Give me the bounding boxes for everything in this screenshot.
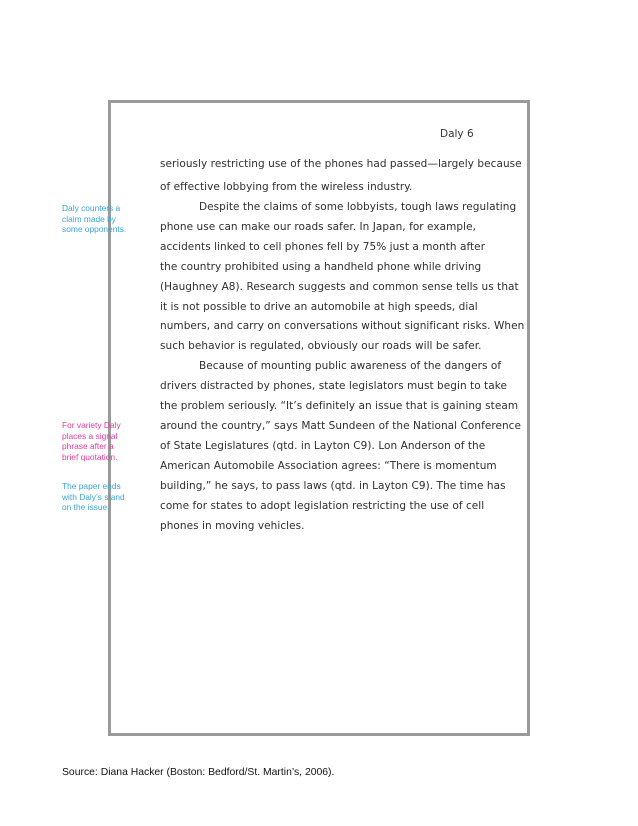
body-line: around the country,” says Matt Sundeen of the National Conference [160, 420, 522, 432]
margin-note-counterclaim: Daly counters a claim made by some opponents. [62, 203, 127, 234]
body-line: of State Legislatures (qtd. in Layton C9). Lon Anderson of the [160, 440, 486, 452]
body-line: of effective lobbying from the wireless industry. [160, 181, 413, 193]
body-line: such behavior is regulated, obviously our roads will be safer. [160, 340, 482, 352]
source-citation: Source: Diana Hacker (Boston: Bedford/St. Martin’s, 2006). [62, 767, 335, 778]
margin-note-signal-phrase: For variety Daly places a signal phrase after a brief quotation. [62, 420, 121, 462]
body-line: come for states to adopt legislation restricting the use of cell [160, 500, 485, 512]
body-line: seriously restricting use of the phones had passed—largely because [160, 158, 522, 170]
body-line: accidents linked to cell phones fell by 75% just a month after [160, 241, 486, 253]
body-line: Because of mounting public awareness of the dangers of [199, 360, 502, 372]
body-line: American Automobile Association agrees: “There is momentum [160, 460, 497, 472]
body-line: (Haughney A8). Research suggests and common sense tells us that [160, 281, 519, 293]
body-line: phone use can make our roads safer. In Japan, for example, [160, 221, 476, 233]
body-line: the country prohibited using a handheld phone while driving [160, 261, 482, 273]
body-line: numbers, and carry on conversations without significant risks. When [160, 320, 525, 332]
body-line: building,” he says, to pass laws (qtd. in Layton C9). The time has [160, 480, 506, 492]
body-line: it is not possible to drive an automobile at high speeds, dial [160, 301, 478, 313]
margin-note-conclusion: The paper ends with Daly’s stand on the issue. [62, 481, 125, 512]
body-line: the problem seriously. “It’s definitely an issue that is gaining steam [160, 400, 519, 412]
body-line: phones in moving vehicles. [160, 520, 305, 532]
paper-page-frame [108, 100, 530, 736]
body-line: Despite the claims of some lobbyists, tough laws regulating [199, 201, 517, 213]
page-header-number: Daly 6 [440, 128, 474, 140]
body-line: drivers distracted by phones, state legislators must begin to take [160, 380, 507, 392]
